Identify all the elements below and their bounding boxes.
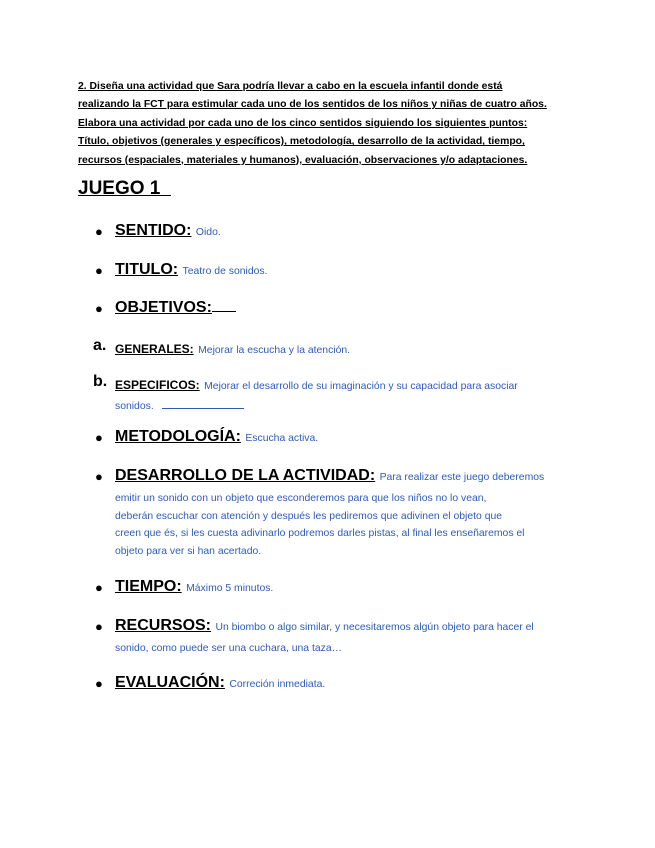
especificos-marker: b. bbox=[93, 373, 108, 390]
desarrollo-text-line: deberán escuchar con atención y después les pediremos que adivinen el objeto que bbox=[115, 511, 503, 522]
desarrollo-label: DESARROLLO DE LA ACTIVIDAD: bbox=[115, 467, 376, 484]
generales-label: GENERALES: bbox=[115, 342, 194, 356]
tiempo-value: Máximo 5 minutos. bbox=[186, 583, 274, 594]
bullet-icon: ● bbox=[95, 676, 103, 691]
evaluacion-line bbox=[115, 674, 325, 692]
objetivos-line bbox=[115, 299, 236, 317]
bullet-icon: ● bbox=[95, 301, 103, 316]
desarrollo-text-line: objeto para ver si han acertado. bbox=[115, 546, 262, 557]
titulo-label: TITULO: bbox=[115, 261, 179, 278]
tiempo-label: TIEMPO: bbox=[115, 578, 182, 595]
sentido-line bbox=[115, 222, 221, 240]
evaluacion-label: EVALUACIÓN: bbox=[115, 674, 225, 691]
especificos-value-line2: sonidos. bbox=[115, 401, 154, 412]
assignment-prompt bbox=[78, 78, 598, 170]
prompt-line: realizando la FCT para estimular cada uno de los sentidos de los niños y niñas de cuatro años. bbox=[78, 99, 547, 111]
bullet-icon: ● bbox=[95, 619, 103, 634]
tiempo-line bbox=[115, 578, 273, 596]
metodologia-line bbox=[115, 428, 318, 446]
evaluacion-value: Correción inmediata. bbox=[229, 679, 326, 690]
bullet-icon: ● bbox=[95, 430, 103, 445]
bullet-icon: ● bbox=[95, 224, 103, 239]
prompt-line: recursos (espaciales, materiales y humanos), evaluación, observaciones y/o adaptaciones. bbox=[78, 154, 528, 166]
objetivos-blank bbox=[212, 299, 236, 312]
recursos-line1 bbox=[115, 617, 534, 635]
generales-marker: a. bbox=[93, 337, 107, 354]
prompt-line: 2. Diseña una actividad que Sara podría llevar a cabo en la escuela infantil donde está bbox=[78, 81, 503, 92]
objetivos-label: OBJETIVOS: bbox=[115, 299, 212, 316]
desarrollo-value-line1: Para realizar este juego deberemos bbox=[379, 472, 545, 483]
metodologia-value: Escucha activa. bbox=[245, 433, 319, 444]
desarrollo-line1 bbox=[115, 467, 544, 485]
sentido-label: SENTIDO: bbox=[115, 222, 192, 239]
metodologia-label: METODOLOGÍA: bbox=[115, 428, 241, 445]
titulo-value: Teatro de sonidos. bbox=[182, 266, 268, 277]
desarrollo-text-line: creen que és, si les cuesta adivinarlo podremos darles pistas, al final les enseñaremos el bbox=[115, 528, 525, 539]
titulo-line bbox=[115, 261, 267, 279]
desarrollo-text-line: emitir un sonido con un objeto que esconderemos para que los niños no lo vean, bbox=[115, 493, 487, 504]
especificos-blank bbox=[162, 399, 244, 409]
recursos-value-line1: Un biombo o algo similar, y necesitaremos algún objeto para hacer el bbox=[215, 622, 534, 633]
generales-line bbox=[115, 340, 350, 358]
generales-value: Mejorar la escucha y la atención. bbox=[198, 345, 351, 356]
game-title-text: JUEGO 1 bbox=[78, 178, 161, 199]
recursos-value-line2: sonido, como puede ser una cuchara, una taza… bbox=[115, 643, 343, 654]
especificos-line1 bbox=[115, 376, 518, 394]
bullet-icon: ● bbox=[95, 263, 103, 278]
especificos-line2 bbox=[115, 396, 244, 414]
especificos-value-line1: Mejorar el desarrollo de su imaginación y su capacidad para asociar bbox=[204, 381, 518, 392]
game-title bbox=[78, 178, 171, 200]
recursos-label: RECURSOS: bbox=[115, 617, 212, 634]
prompt-line: Título, objetivos (generales y específicos), metodología, desarrollo de la actividad, tiempo, bbox=[78, 136, 525, 148]
sentido-value: Oido. bbox=[195, 227, 221, 238]
bullet-icon: ● bbox=[95, 469, 103, 484]
prompt-line: Elabora una actividad por cada uno de los cinco sentidos siguiendo los siguientes puntos: bbox=[78, 117, 528, 129]
bullet-icon: ● bbox=[95, 580, 103, 595]
especificos-label: ESPECIFICOS: bbox=[115, 378, 200, 392]
